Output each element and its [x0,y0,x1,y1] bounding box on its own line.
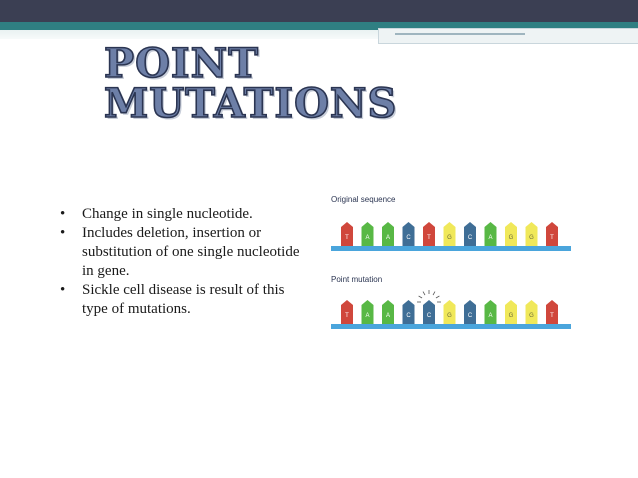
header-bar [0,0,638,22]
original-base-3 [403,222,415,246]
original-base-label: T [345,235,349,241]
bullet-item: • Includes deletion, insertion or substitution of one single nucleotide in gene. [60,224,300,281]
mutated-base-0 [341,300,353,324]
mutated-base-1 [362,300,374,324]
original-base-1 [362,222,374,246]
original-base-label: T [550,235,554,241]
header-stripe [395,33,525,35]
mutated-base-label: C [426,313,432,319]
title-line-2: MUTATIONS [104,80,398,127]
mutated-backbone [331,324,571,329]
mutated-base-9 [526,300,538,324]
original-base-label: A [488,235,493,241]
mutated-base-5 [444,300,456,324]
original-base-10 [546,222,558,246]
mutated-base-3 [403,300,415,324]
original-base-8 [505,222,517,246]
mutated-base-label: A [385,313,391,319]
mutated-base-10 [546,300,558,324]
original-base-label: T [427,235,431,241]
original-base-4 [423,222,435,246]
mutated-base-label: T [345,313,349,319]
mutated-base-label: C [467,313,473,319]
title-line-1: POINT [104,40,259,87]
original-base-label: A [385,235,391,241]
original-base-6 [464,222,476,246]
mutated-base-8 [505,300,517,324]
bullet-list [60,205,300,319]
mutated-base-label: G [447,313,452,319]
slide-title [104,40,398,127]
original-sequence-strand [331,212,571,254]
mutated-base-label: A [488,313,493,319]
mutated-base-4 [423,300,435,324]
original-base-label: A [365,235,370,241]
original-base-label: G [447,235,452,241]
mutated-sequence-strand [331,290,571,332]
mutated-base-6 [464,300,476,324]
original-base-label: C [406,235,411,241]
original-base-label: C [467,235,473,241]
mutation-figure [326,190,576,340]
mutated-base-label: T [550,313,554,319]
mutated-base-label: G [508,313,514,319]
bullet-item: • Sickle cell disease is result of this type of mutations. [60,281,300,319]
original-base-label: G [508,235,514,241]
mutated-base-7 [485,300,497,324]
original-base-7 [485,222,497,246]
mutated-base-label: G [529,313,534,319]
point-mutation-label: Point mutation [331,275,383,284]
original-base-5 [444,222,456,246]
original-backbone [331,246,571,251]
bullet-item: • Change in single nucleotide. [60,205,300,224]
original-base-9 [526,222,538,246]
mutated-base-label: A [365,313,370,319]
mutated-base-label: C [406,313,411,319]
mutated-base-2 [382,300,394,324]
original-base-2 [382,222,394,246]
original-base-label: G [529,235,534,241]
original-sequence-label: Original sequence [331,195,396,204]
header-tab-decoration [378,28,638,44]
original-base-0 [341,222,353,246]
